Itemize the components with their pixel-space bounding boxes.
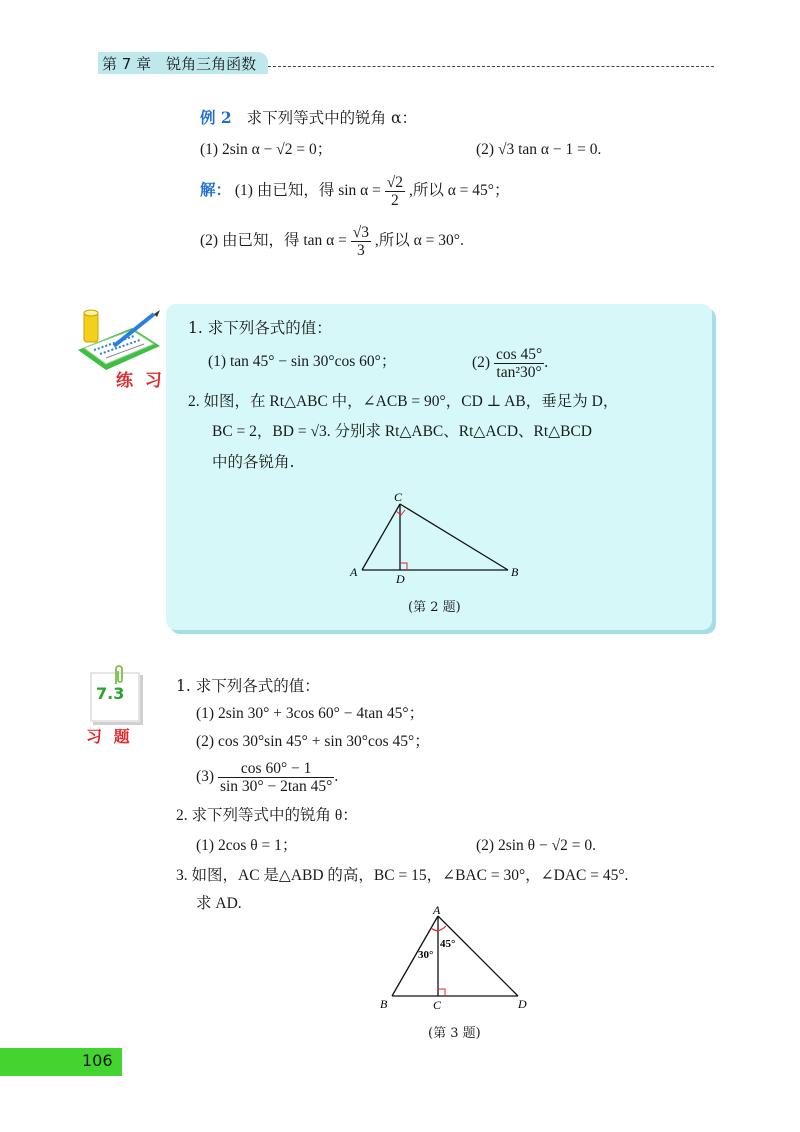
solution-1-denominator: 2 bbox=[391, 191, 399, 209]
angle-label-45: 45° bbox=[440, 938, 456, 950]
solution-1-pre: (1) 由已知，得 sin α = bbox=[234, 182, 381, 199]
solution-2-denominator: 3 bbox=[357, 241, 365, 259]
solution-2-post: ,所以 α = 30°. bbox=[374, 232, 464, 249]
solution-2-fraction bbox=[351, 224, 371, 259]
exercise-q1c-post: . bbox=[334, 768, 339, 785]
label-d: D bbox=[518, 997, 527, 1011]
label-d: D bbox=[396, 572, 405, 584]
practice-q1a: (1) tan 45° − sin 30°cos 60°； bbox=[208, 353, 397, 370]
solution-line-1 bbox=[200, 172, 510, 210]
practice-q1b-pre: (2) bbox=[472, 354, 491, 371]
chapter-title: 第 7 章 锐角三角函数 bbox=[102, 55, 257, 73]
label-b: B bbox=[511, 565, 519, 579]
angle-label-30: 30° bbox=[418, 949, 434, 961]
paperclip-icon bbox=[112, 664, 126, 686]
practice-q2-line3: 中的各锐角. bbox=[212, 453, 295, 471]
solution-label: 解： bbox=[200, 182, 232, 199]
figure-triangle-q3 bbox=[376, 904, 536, 1014]
label-a: A bbox=[433, 904, 441, 917]
practice-q1b bbox=[472, 344, 548, 382]
example-part-2: (2) √3 tan α − 1 = 0. bbox=[476, 141, 602, 158]
exercise-q3-line2: 求 AD. bbox=[196, 895, 242, 912]
exercise-q1b: (2) cos 30°sin 45° + sin 30°cos 45°； bbox=[196, 733, 430, 750]
label-c: C bbox=[433, 998, 442, 1012]
exercise-q1c-numerator: cos 60° − 1 bbox=[218, 760, 334, 778]
exercise-q2a: (1) 2cos θ = 1； bbox=[196, 837, 298, 854]
exercise-q1c-denominator: sin 30° − 2tan 45° bbox=[219, 777, 333, 795]
solution-line-2 bbox=[200, 222, 464, 260]
practice-q1b-denominator: tan²30° bbox=[496, 363, 542, 381]
exercise-q1a: (1) 2sin 30° + 3cos 60° − 4tan 45°； bbox=[196, 705, 425, 722]
example-heading bbox=[200, 108, 417, 128]
practice-q2-line2: BC = 2，BD = √3. 分别求 Rt△ABC、Rt△ACD、Rt△BCD bbox=[212, 423, 592, 440]
practice-q2-line1: 2. 如图，在 Rt△ABC 中，∠ACB = 90°，CD ⊥ AB，垂足为 D， bbox=[188, 393, 619, 410]
exercise-q1c-pre: (3) bbox=[196, 768, 215, 785]
solution-2-numerator: √3 bbox=[352, 223, 370, 241]
solution-1-fraction bbox=[385, 174, 405, 209]
exercise-q2b: (2) 2sin θ − √2 = 0. bbox=[476, 837, 596, 854]
exercise-section-number: 7.3 bbox=[96, 684, 125, 703]
practice-q1: 1. 求下列各式的值： bbox=[188, 319, 332, 337]
label-c: C bbox=[394, 490, 403, 504]
practice-q1b-fraction bbox=[494, 346, 544, 381]
figure-triangle-q2 bbox=[344, 488, 524, 584]
exercise-q2: 2. 求下列等式中的锐角 θ： bbox=[176, 807, 358, 824]
practice-label: 练 习 bbox=[116, 371, 165, 391]
solution-1-post: ,所以 α = 45°； bbox=[408, 182, 510, 199]
figure-caption-q2: (第 2 题) bbox=[408, 600, 461, 615]
page-number: 106 bbox=[82, 1051, 113, 1070]
example-part-1: (1) 2sin α − √2 = 0； bbox=[200, 141, 333, 158]
exercise-q1: 1. 求下列各式的值： bbox=[176, 677, 320, 695]
label-b: B bbox=[380, 997, 388, 1011]
exercise-q1c-fraction bbox=[218, 760, 334, 795]
solution-2-pre: (2) 由已知，得 tan α = bbox=[200, 232, 347, 249]
example-label: 例 2 bbox=[200, 108, 232, 127]
exercise-q3-line1: 3. 如图，AC 是△ABD 的高，BC = 15，∠BAC = 30°，∠DAC = 45°. bbox=[176, 867, 629, 884]
exercise-q1c bbox=[196, 758, 338, 796]
label-a: A bbox=[350, 565, 358, 579]
solution-1-numerator: √2 bbox=[386, 173, 404, 191]
example-prompt: 求下列等式中的锐角 α： bbox=[246, 109, 418, 127]
exercise-label: 习 题 bbox=[86, 727, 133, 746]
practice-q1b-post: . bbox=[544, 354, 549, 371]
practice-q1b-numerator: cos 45° bbox=[495, 345, 543, 363]
figure-caption-q3: (第 3 题) bbox=[428, 1026, 481, 1041]
header-divider bbox=[268, 66, 714, 67]
